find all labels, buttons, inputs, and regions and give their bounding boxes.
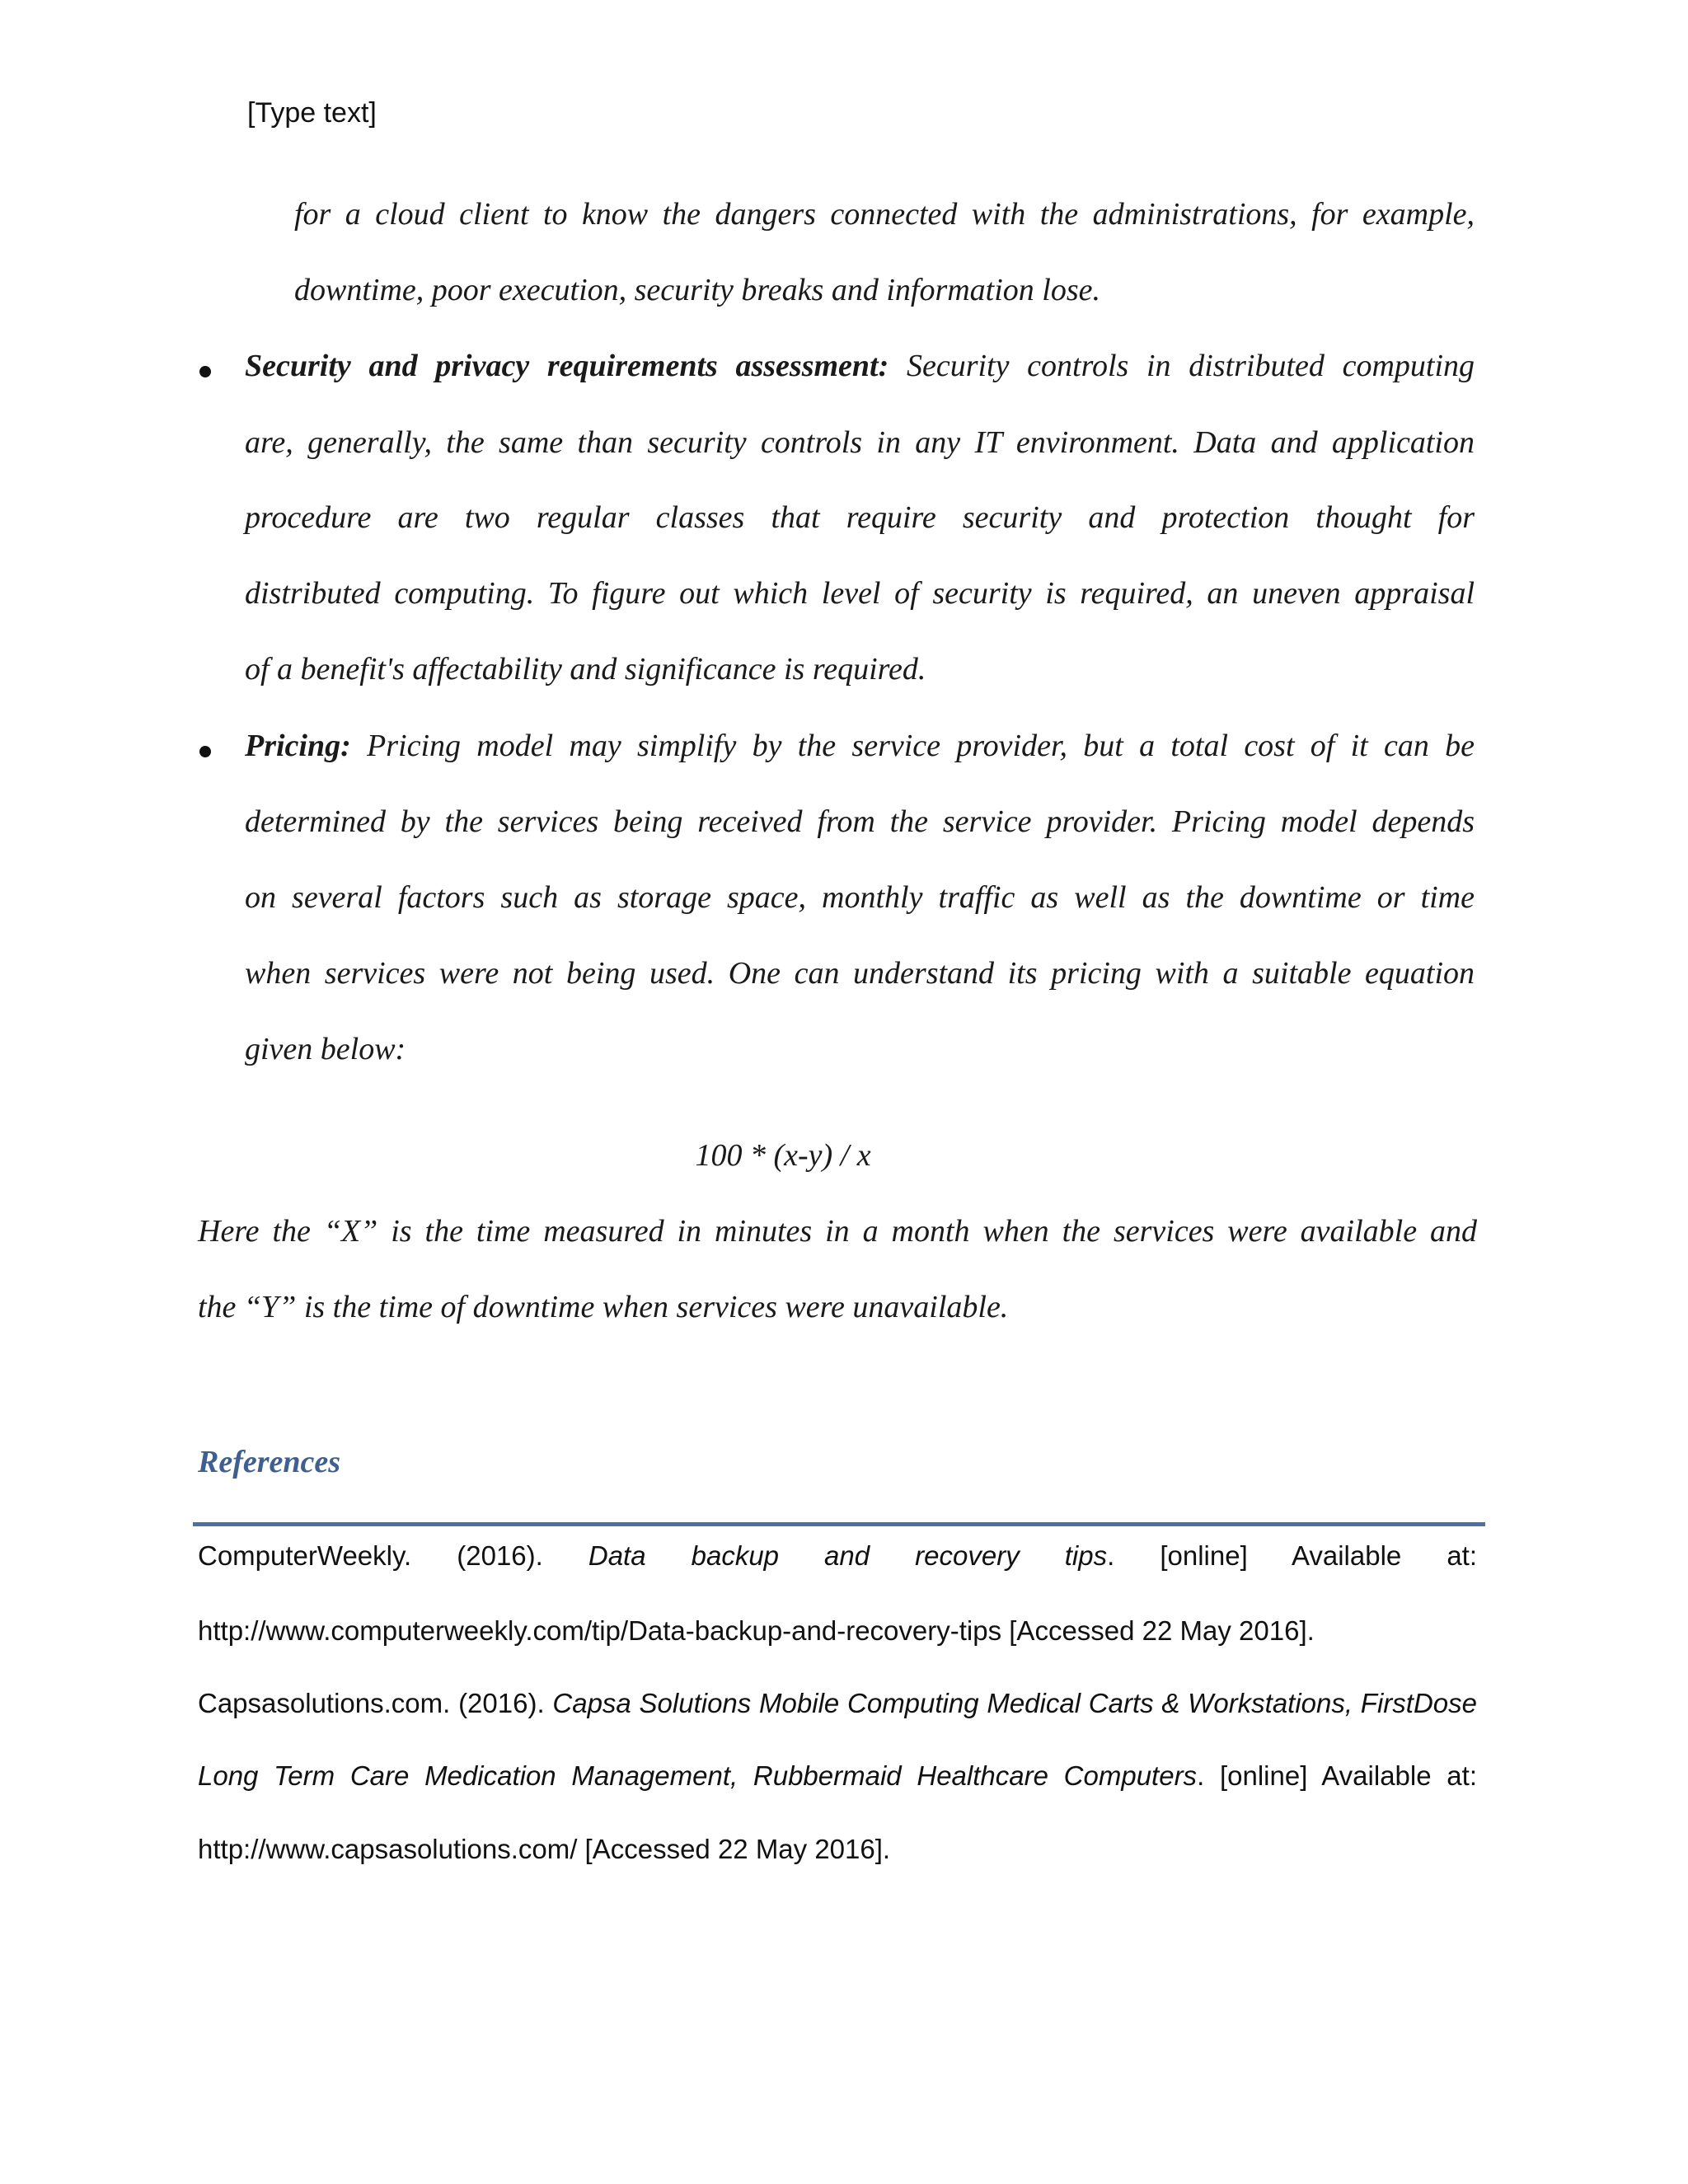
pricing-line-5: given below: [245,1032,406,1066]
security-line-1 [245,346,1475,386]
pricing-line-2: determined by the services being received from the service provider. Pricing model depends [245,804,1475,839]
bullet-marker [199,746,211,757]
pricing-equation: 100 * (x-y) / x [695,1138,871,1173]
explanation-line-1: Here the “X” is the time measured in minutes in a month when the services were available and [198,1214,1477,1249]
reference-1-line-1 [198,1538,1477,1574]
reference-2-prefix: Capsasolutions.com. (2016). [198,1688,553,1718]
security-line-3: procedure are two regular classes that require security and protection thought for [245,500,1475,535]
security-line-1-rest: Security controls in distributed computing [889,349,1475,383]
page-header: [Type text] [247,97,377,129]
reference-2-title-1: Capsa Solutions Mobile Computing Medical Carts & Workstations, FirstDose [552,1688,1477,1718]
security-line-5: of a benefit's affectability and significance is required. [245,652,926,687]
pricing-line-1 [245,726,1475,766]
pricing-line-4: when services were not being used. One can understand its pricing with a suitable equation [245,956,1475,991]
pricing-line-1-rest: Pricing model may simplify by the service provider, but a total cost of it can be [350,729,1475,763]
reference-2-url: http://www.capsasolutions.com/ [Accessed 22 May 2016]. [198,1834,891,1864]
security-line-2: are, generally, the same than security controls in any IT environment. Data and application [245,425,1475,460]
references-divider [193,1522,1485,1526]
reference-1-rest: . [online] Available at: [1107,1540,1478,1571]
reference-2-line-1 [198,1685,1477,1722]
references-heading: References [198,1445,341,1479]
pricing-line-3: on several factors such as storage space, monthly traffic as well as the downtime or time [245,880,1475,915]
intro-line-2: downtime, poor execution, security breaks and information lose. [294,273,1100,307]
explanation-line-2: the “Y” is the time of downtime when services were unavailable. [198,1290,1009,1324]
reference-2-title-2: Long Term Care Medication Management, Rubbermaid Healthcare Computers [198,1760,1198,1791]
intro-line-1: for a cloud client to know the dangers connected with the administrations, for example, [294,197,1475,232]
reference-1-url: http://www.computerweekly.com/tip/Data-backup-and-recovery-tips [Accessed 22 May 2016]. [198,1615,1315,1646]
reference-1-year: (2016). [457,1540,543,1571]
pricing-heading: Pricing: [245,729,351,763]
reference-2-rest: . [online] Available at: [1197,1760,1477,1791]
bullet-marker [199,366,211,377]
security-line-4: distributed computing. To figure out which level of security is required, an uneven appraisal [245,576,1475,611]
reference-1-title: Data backup and recovery tips [588,1540,1108,1571]
reference-2-line-2 [198,1758,1477,1794]
reference-1-author: ComputerWeekly. [198,1540,412,1571]
security-heading: Security and privacy requirements assessment: [245,349,889,383]
